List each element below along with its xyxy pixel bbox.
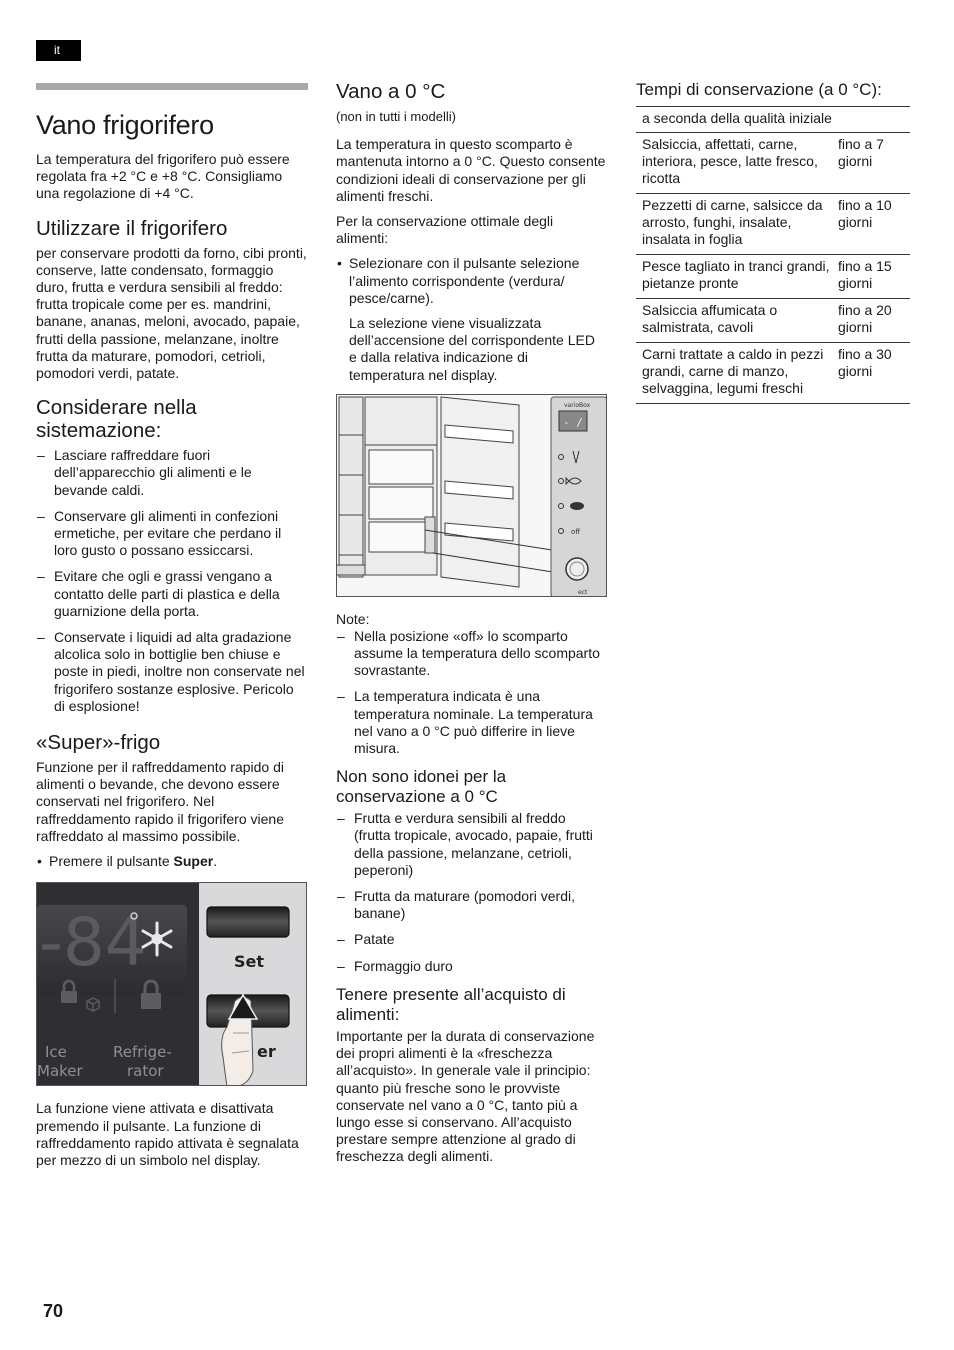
set-label: Set: [234, 952, 265, 972]
food-cell: Pezzetti di carne, salsicce da arrosto, funghi, insalate, insalata in foglia: [636, 194, 838, 255]
zero-degree-storage: Per la conservazione ottimale degli alimenti:: [336, 213, 554, 247]
list-item: – Nella posizione «off» lo scomparto assume la temperatura dello scomparto sovrastante.: [336, 628, 606, 680]
unsuitable-list: [336, 810, 606, 975]
list-item: • Selezionare con il pulsante selezione l’alimento corrispondente (verdura/ pesce/carne).: [336, 255, 606, 307]
list-item: – Conservare gli alimenti in confezioni ermetiche, per evitare che perdano il loro gusto o possano essiccarsi.: [36, 508, 308, 560]
food-cell: Carni trattate a caldo in pezzi grandi, carne di manzo, selvaggina, legumi freschi: [636, 343, 838, 404]
food-cell: Salsiccia, affettati, carne, interiora, pesce, latte fresco, ricotta: [636, 133, 838, 194]
zero-degree-instructions: [336, 255, 606, 307]
page-title: Vano frigorifero: [36, 110, 214, 140]
super-instructions: [36, 853, 308, 870]
food-cell: Salsiccia affumicata o salmistrata, cavoli: [636, 299, 838, 343]
ice-maker-label: Ice: [45, 1043, 67, 1062]
column-storage-times: [636, 80, 910, 404]
storage-times-title: Tempi di conservazione (a 0 °C):: [636, 80, 882, 99]
page-number: 70: [43, 1301, 64, 1321]
table-row: [636, 343, 910, 404]
zero-degree-selection-text: La selezione viene visualizzata dell’accensione del corrispondente LED e dalla relativa indicazione di temperatura nel display.: [349, 315, 595, 383]
duration-cell: fino a 15 giorni: [838, 255, 910, 299]
duration-cell: fino a 10 giorni: [838, 194, 910, 255]
duration-cell: fino a 30 giorni: [838, 343, 910, 404]
list-item: – Formaggio duro: [336, 958, 606, 975]
unsuitable-heading: Non sono idonei per la conservazione a 0 °C: [336, 767, 507, 807]
list-item: – Patate: [336, 931, 606, 948]
use-text: per conservare prodotti da forno, cibi pronti, conserve, latte condensato, formaggio duro, frutta e verdura sensibili al freddo: frutta tropicale come per es. mandrini, banane, ananas, meloni, avocado, papaie, frutti della passione, melanzane, inoltre frutta da maturare, pomodori, cetrioli, pomodori verdi, patate.: [36, 244, 307, 382]
duration-cell: fino a 20 giorni: [838, 299, 910, 343]
language-tag: it: [36, 40, 81, 61]
notes-list: [336, 628, 606, 757]
set-button-shape: [207, 907, 289, 937]
storage-times-table: [636, 106, 910, 404]
table-row: [636, 255, 910, 299]
zero-degree-title: Vano a 0 °C: [336, 80, 446, 103]
list-item: – Conservate i liquidi ad alta gradazione alcolica solo in bottiglie ben chiuse e poste in piedi, inoltre non conservate nel frigorifero sostanze esplosive. Pericolo di esplosione!: [36, 629, 308, 715]
duration-cell: fino a 7 giorni: [838, 133, 910, 194]
refrigerator-label: Refrige-: [113, 1043, 172, 1062]
section-rule: [36, 83, 308, 90]
list-item: – Frutta e verdura sensibili al freddo (frutta tropicale, avocado, papaie, frutti della passione, melanzane, cetrioli, peperoni): [336, 810, 606, 879]
column-zero-degree: [336, 80, 606, 1174]
control-panel-illustration: [36, 882, 307, 1086]
temperature-display: -84: [39, 904, 147, 982]
variobox-drawing: [337, 395, 607, 597]
instruction-suffix: .: [213, 853, 218, 870]
super-label: er: [257, 1042, 276, 1062]
select-button-shape: [566, 558, 588, 580]
table-header: a seconda della qualità iniziale: [636, 107, 910, 133]
meat-icon: [570, 502, 584, 510]
instruction-prefix: Premere il pulsante: [49, 853, 174, 870]
super-key-label: Super: [173, 853, 214, 870]
list-item: [36, 853, 308, 870]
placement-list: [36, 447, 308, 715]
table-row: [636, 299, 910, 343]
variobox-illustration: [336, 394, 607, 597]
super-after-text: La funzione viene attivata e disattivata premendo il pulsante. La funzione di raffreddamento rapido attivata è segnalata per mezzo di un simbolo nel display.: [36, 1100, 299, 1168]
list-item: – Lasciare raffreddare fuori dell’apparecchio gli alimenti e le bevande caldi.: [36, 447, 308, 499]
buying-heading: Tenere presente all’acquisto di alimenti:: [336, 984, 566, 1024]
refrigerator-label: rator: [127, 1062, 164, 1081]
off-label: off: [571, 527, 581, 536]
variobox-title: varioBox: [564, 401, 591, 409]
list-item: – Evitare che ogli e grassi vengano a contatto delle parti di plastica e della guarnizione della porta.: [36, 568, 308, 620]
table-row: [636, 133, 910, 194]
table-header-row: [636, 107, 910, 133]
control-panel-drawing: [37, 883, 307, 1086]
column-refrigerator: [36, 83, 308, 1177]
ice-maker-label: Maker: [37, 1062, 83, 1081]
zero-degree-subtitle: (non in tutti i modelli): [336, 109, 456, 124]
select-label: ect: [578, 588, 588, 596]
table-row: [636, 194, 910, 255]
note-label: Note:: [336, 610, 370, 627]
buying-text: Importante per la durata di conservazione dei propri alimenti è la «freschezza all’acquisto». In generale vale il principio: quanto più fresche sono le provviste conservate nel vano a 0 °C, tanto più a lungo esse si conservano. All’acquisto prestare sempre attenzione al grado di freschezza degli alimenti.: [336, 1027, 595, 1165]
intro-text: La temperatura del frigorifero può essere regolata fra +2 °C e +8 °C. Consigliamo una regolazione di +4 °C.: [36, 151, 290, 202]
super-heading: «Super»-frigo: [36, 731, 161, 755]
zero-degree-intro: La temperatura in questo scomparto è mantenuta intorno a 0 °C. Questo consente condizioni ideali di conservazione per gli alimenti freschi.: [336, 136, 606, 204]
variobox-control-panel: [551, 397, 607, 597]
use-heading: Utilizzare il frigorifero: [36, 216, 228, 240]
super-text: Funzione per il raffreddamento rapido di alimenti o bevande, che devono essere conservati nel frigorifero. Nel raffreddamento rapido il frigorifero viene raffreddato al massimo possibile.: [36, 759, 285, 844]
list-item: – Frutta da maturare (pomodori verdi, banane): [336, 888, 606, 922]
food-cell: Pesce tagliato in tranci grandi, pietanze pronte: [636, 255, 838, 299]
variobox-display: - /: [563, 415, 583, 429]
list-item: – La temperatura indicata è una temperatura nominale. La temperatura nel vano a 0 °C può differire in lieve misura.: [336, 688, 606, 757]
placement-heading: Considerare nella sistemazione:: [36, 396, 197, 443]
